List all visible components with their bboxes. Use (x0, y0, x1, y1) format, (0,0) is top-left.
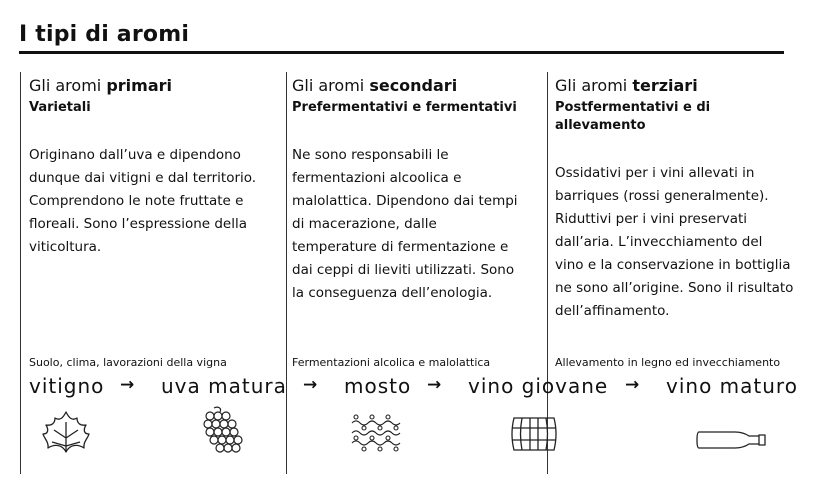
caption-terziari: Allevamento in legno ed invecchiamento (555, 356, 781, 369)
flow-step-vino-maturo: vino maturo (666, 374, 798, 398)
column-divider-2 (286, 72, 287, 474)
bottle-icon (695, 427, 769, 453)
column-terziari (555, 75, 795, 323)
vine-leaf-icon (40, 408, 92, 456)
column-heading: Gli aromi terziari (555, 76, 698, 95)
flow-step-uva-matura: uva matura (161, 374, 287, 398)
column-body: Ne sono responsabili le fermentazioni alcoolica e malolattica. Dipendono dai tempi di macerazione, dalle temperature di fermentazione e dai ceppi di lieviti utilizzati. Sono la conseguenza dell’enologia. (292, 147, 518, 301)
column-secondari (292, 75, 522, 305)
flow-arrow: → (625, 375, 640, 395)
fermentation-bubbles-icon (348, 414, 406, 452)
column-subtitle: Postfermentativi e di allevamento (555, 100, 711, 133)
flow-arrow: → (427, 375, 442, 395)
column-body: Originano dall’uva e dipendono dunque dai vitigni e dal territorio. Comprendono le note fruttate e floreali. Sono l’espressione della viticoltura. (29, 147, 257, 255)
flow-arrow: → (120, 375, 135, 395)
flow-step-vino-giovane: vino giovane (468, 374, 609, 398)
flow-arrow: → (303, 375, 318, 395)
caption-secondari: Fermentazioni alcolica e malolattica (292, 356, 491, 369)
column-primari (29, 75, 284, 259)
column-subtitle: Varietali (29, 100, 91, 115)
column-body: Ossidativi per i vini allevati in barriques (rossi generalmente). Riduttivi per i vini preservati dall’aria. L’invecchiamento del vino e la conservazione in bottiglia ne sono all’origine. Sono il risultato dell’affinamento. (555, 165, 794, 319)
barrel-icon (508, 414, 560, 454)
page-title: I tipi di aromi (19, 22, 190, 47)
grape-bunch-icon (200, 404, 246, 456)
column-subtitle: Prefermentativi e fermentativi (292, 100, 517, 115)
caption-primari: Suolo, clima, lavorazioni della vigna (29, 356, 227, 369)
column-divider-1 (20, 72, 21, 474)
column-heading: Gli aromi secondari (292, 76, 458, 95)
title-divider (19, 51, 784, 54)
flow-step-mosto: mosto (344, 374, 412, 398)
flow-step-vitigno: vitigno (29, 374, 105, 398)
column-heading: Gli aromi primari (29, 76, 172, 95)
